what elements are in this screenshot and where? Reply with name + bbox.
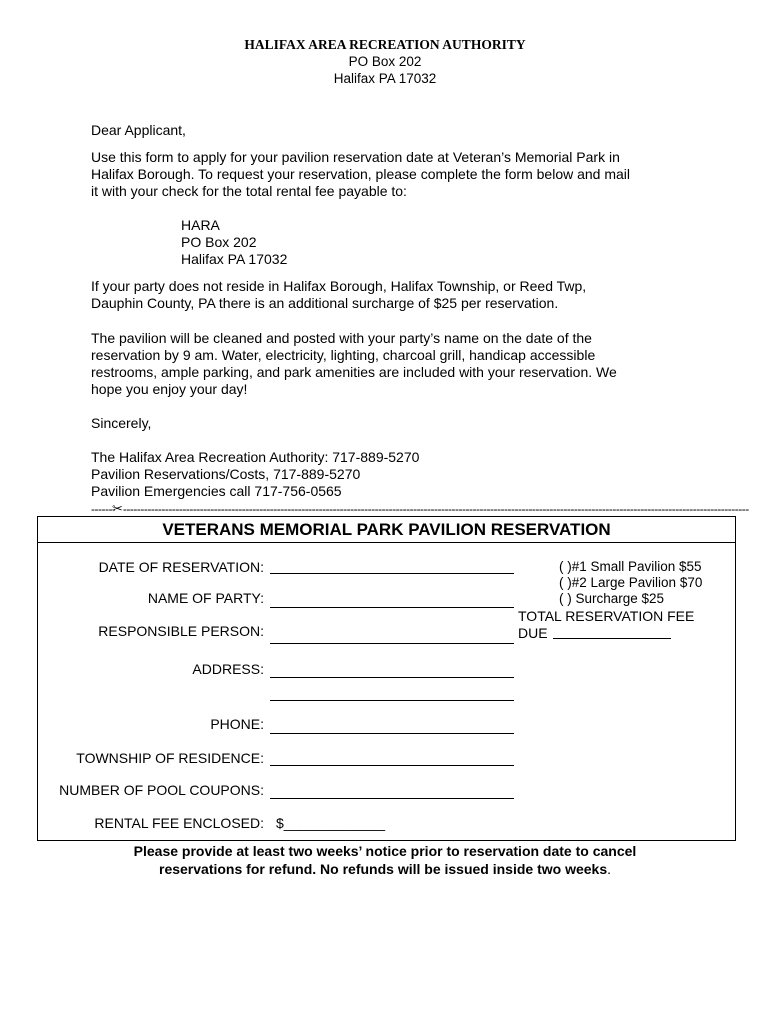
total-fee-label: TOTAL RESERVATION FEE xyxy=(518,608,695,624)
paragraph-line: hope you enjoy your day! xyxy=(91,381,248,397)
total-fee-input-line[interactable] xyxy=(553,638,671,639)
date-input-line[interactable] xyxy=(270,573,514,574)
paragraph-line: Dauphin County, PA there is an additional surcharge of $25 per reservation. xyxy=(91,295,559,311)
cancellation-notice-line: Please provide at least two weeks’ notice prior to reservation date to cancel xyxy=(133,843,637,859)
reservation-form xyxy=(37,516,736,841)
option-small-pavilion[interactable]: ( )#1 Small Pavilion $55 xyxy=(559,559,702,574)
option-surcharge[interactable]: ( ) Surcharge $25 xyxy=(559,591,665,606)
cancellation-notice-line xyxy=(0,860,770,878)
paragraph-line: If your party does not reside in Halifax Borough, Halifax Township, or Reed Twp, xyxy=(91,278,587,294)
option-large-pavilion[interactable]: ( )#2 Large Pavilion $70 xyxy=(559,575,703,590)
person-input-line[interactable] xyxy=(270,643,514,644)
paragraph-line: reservation by 9 am. Water, electricity, lighting, charcoal grill, handicap accessible xyxy=(91,347,596,363)
date-label: DATE OF RESERVATION: xyxy=(98,559,264,575)
township-label: TOWNSHIP OF RESIDENCE: xyxy=(76,750,264,766)
person-label: RESPONSIBLE PERSON: xyxy=(98,623,264,639)
mailing-address-line: HARA xyxy=(181,217,220,233)
mailing-address-line: Halifax PA 17032 xyxy=(181,251,288,267)
organization-title: HALIFAX AREA RECREATION AUTHORITY xyxy=(244,37,526,52)
cut-line-dashes: ----------------------------------------------------------------------------------------------------------------------------------------------------------------------------------- xyxy=(122,502,749,516)
total-fee-due-label: DUE xyxy=(518,625,548,641)
contact-line: Pavilion Emergencies call 717-756-0565 xyxy=(91,483,342,499)
notice-line-2-text: reservations for refund. No refunds will be issued inside two weeks xyxy=(159,861,608,877)
paragraph-line: Use this form to apply for your pavilion reservation date at Veteran’s Memorial Park in xyxy=(91,149,620,165)
paragraph-line: Halifax Borough. To request your reservation, please complete the form below and mail xyxy=(91,166,631,182)
closing: Sincerely, xyxy=(91,415,152,431)
header-city: Halifax PA 17032 xyxy=(333,71,437,86)
party-label: NAME OF PARTY: xyxy=(147,590,264,606)
notice-line-2-period: . xyxy=(607,861,611,877)
header-po-box: PO Box 202 xyxy=(348,54,422,69)
party-input-line[interactable] xyxy=(270,607,514,608)
form-title: VETERANS MEMORIAL PARK PAVILION RESERVATION xyxy=(162,520,611,539)
cut-line-prefix: ------ xyxy=(91,502,112,516)
paragraph-line: restrooms, ample parking, and park amenities are included with your reservation. We xyxy=(91,364,617,380)
scissors-icon: ✂ xyxy=(111,502,123,517)
phone-input-line[interactable] xyxy=(270,733,514,734)
fee-enclosed-label: RENTAL FEE ENCLOSED: xyxy=(94,815,264,831)
coupons-input-line[interactable] xyxy=(270,798,514,799)
contact-line: Pavilion Reservations/Costs, 717-889-5270 xyxy=(91,466,361,482)
greeting: Dear Applicant, xyxy=(91,122,186,138)
phone-label: PHONE: xyxy=(210,716,264,732)
paragraph-line: The pavilion will be cleaned and posted with your party’s name on the date of the xyxy=(91,330,592,346)
township-input-line[interactable] xyxy=(270,765,514,766)
address-input-line[interactable] xyxy=(270,677,514,678)
coupons-label: NUMBER OF POOL COUPONS: xyxy=(59,782,264,798)
address-label: ADDRESS: xyxy=(192,661,264,677)
form-title-divider xyxy=(38,542,735,543)
mailing-address-line: PO Box 202 xyxy=(181,234,257,250)
address-input-line-2[interactable] xyxy=(270,700,514,701)
contact-line: The Halifax Area Recreation Authority: 717-889-5270 xyxy=(91,449,420,465)
paragraph-line: it with your check for the total rental fee payable to: xyxy=(91,183,407,199)
fee-enclosed-field[interactable]: $_____________ xyxy=(276,815,386,831)
